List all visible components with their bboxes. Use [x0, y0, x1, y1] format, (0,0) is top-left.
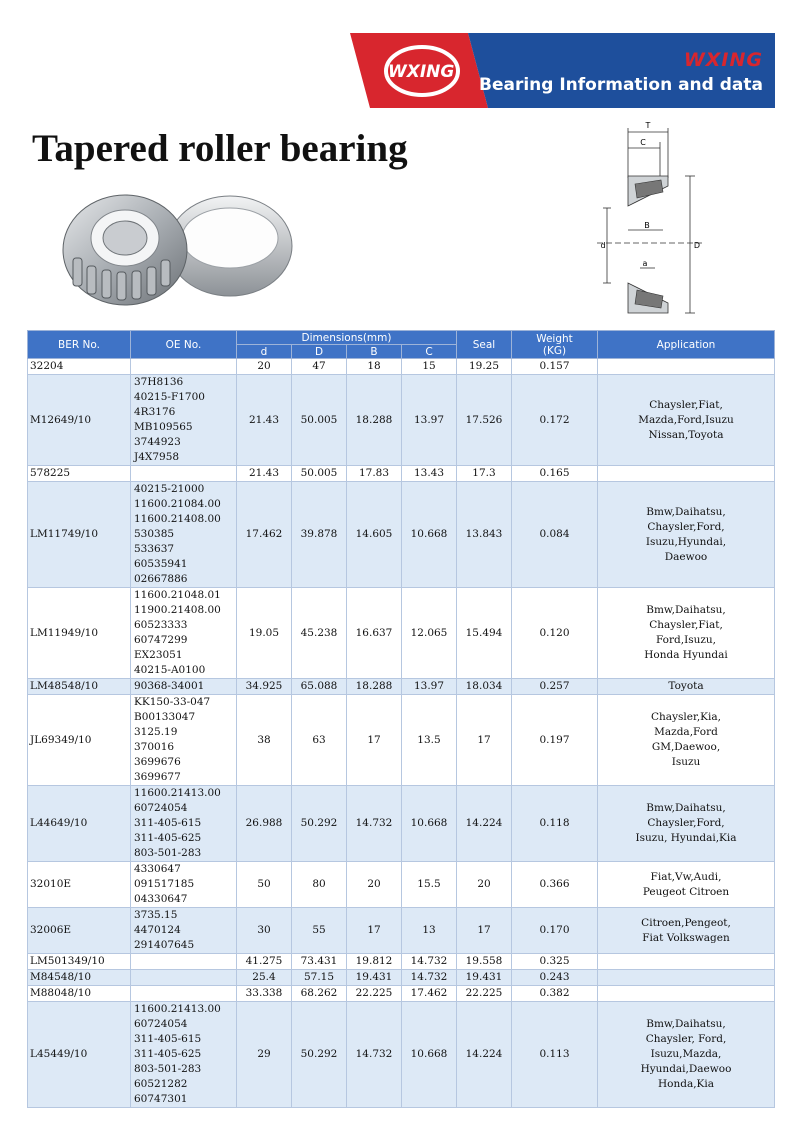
cell-D: 45.238 [292, 588, 347, 679]
cell-oe [131, 970, 237, 986]
cell-ber: LM11749/10 [28, 482, 131, 588]
cell-oe [131, 986, 237, 1002]
cell-C: 15 [402, 359, 457, 375]
cell-d: 20 [237, 359, 292, 375]
diagram-label-d: d [600, 241, 606, 250]
header-dim-d: d [237, 345, 292, 359]
cell-seal: 17.3 [457, 466, 512, 482]
bearing-diagram [595, 118, 705, 323]
diagram-label-T: T [645, 121, 651, 130]
cell-app: Chaysler,Fiat, Mazda,Ford,Isuzu Nissan,Toyota [598, 375, 775, 466]
cell-app [598, 466, 775, 482]
table-row [28, 695, 775, 786]
cell-ber: LM48548/10 [28, 679, 131, 695]
header-banner [350, 33, 775, 108]
cell-ber: LM501349/10 [28, 954, 131, 970]
cell-B: 17 [347, 908, 402, 954]
cell-D: 57.15 [292, 970, 347, 986]
banner-subtitle: Bearing Information and data [479, 75, 763, 95]
cell-B: 14.732 [347, 1002, 402, 1108]
cell-app: Chaysler,Kia, Mazda,Ford GM,Daewoo, Isuzu [598, 695, 775, 786]
cell-C: 10.668 [402, 1002, 457, 1108]
cell-D: 50.292 [292, 1002, 347, 1108]
cell-ber: L44649/10 [28, 786, 131, 862]
cell-app [598, 359, 775, 375]
table-row [28, 359, 775, 375]
header-seal: Seal [457, 331, 512, 359]
table-row [28, 482, 775, 588]
cell-weight: 0.243 [512, 970, 598, 986]
cell-oe: 40215-21000 11600.21084.00 11600.21408.00 530385 533637 60535941 02667886 [131, 482, 237, 588]
diagram-label-a: a [642, 259, 648, 268]
cell-seal: 17 [457, 695, 512, 786]
cell-C: 10.668 [402, 482, 457, 588]
header-application: Application [598, 331, 775, 359]
cell-app: Bmw,Daihatsu, Chaysler,Fiat, Ford,Isuzu, Honda Hyundai [598, 588, 775, 679]
cell-seal: 19.431 [457, 970, 512, 986]
header-dim-C: C [402, 345, 457, 359]
table-row [28, 954, 775, 970]
cell-D: 80 [292, 862, 347, 908]
header-dim-D: D [292, 345, 347, 359]
cell-C: 13.97 [402, 375, 457, 466]
cell-app [598, 970, 775, 986]
cell-oe [131, 466, 237, 482]
cell-ber: M12649/10 [28, 375, 131, 466]
cell-B: 18.288 [347, 679, 402, 695]
cell-d: 38 [237, 695, 292, 786]
cell-C: 14.732 [402, 954, 457, 970]
cell-oe [131, 359, 237, 375]
cell-C: 12.065 [402, 588, 457, 679]
cell-oe: KK150-33-047 B00133047 3125.19 370016 3699676 3699677 [131, 695, 237, 786]
cell-d: 25.4 [237, 970, 292, 986]
table-body [28, 359, 775, 1108]
cell-ber: LM11949/10 [28, 588, 131, 679]
cell-B: 17.83 [347, 466, 402, 482]
diagram-label-D: D [693, 241, 701, 250]
bearing-photo [55, 178, 295, 313]
cell-d: 19.05 [237, 588, 292, 679]
cell-D: 73.431 [292, 954, 347, 970]
cell-app: Fiat,Vw,Audi, Peugeot Citroen [598, 862, 775, 908]
cell-D: 39.878 [292, 482, 347, 588]
cell-oe: 4330647 091517185 04330647 [131, 862, 237, 908]
cell-weight: 0.172 [512, 375, 598, 466]
brand-name: WXING [683, 49, 763, 71]
cell-C: 17.462 [402, 986, 457, 1002]
cell-weight: 0.157 [512, 359, 598, 375]
cell-weight: 0.257 [512, 679, 598, 695]
cell-B: 17 [347, 695, 402, 786]
header-dim-B: B [347, 345, 402, 359]
bearing-table [27, 330, 775, 1108]
cell-weight: 0.084 [512, 482, 598, 588]
cell-weight: 0.120 [512, 588, 598, 679]
table-row [28, 786, 775, 862]
cell-B: 14.605 [347, 482, 402, 588]
cell-weight: 0.170 [512, 908, 598, 954]
cell-oe: 3735.15 4470124 291407645 [131, 908, 237, 954]
cell-D: 63 [292, 695, 347, 786]
header-ber-no: BER No. [28, 331, 131, 359]
cell-ber: 578225 [28, 466, 131, 482]
diagram-label-C: C [640, 138, 646, 147]
cell-ber: JL69349/10 [28, 695, 131, 786]
table-row [28, 679, 775, 695]
cell-oe [131, 954, 237, 970]
cell-seal: 13.843 [457, 482, 512, 588]
cell-seal: 22.225 [457, 986, 512, 1002]
logo-text: WXING [388, 62, 455, 82]
cell-app: Bmw,Daihatsu, Chaysler, Ford, Isuzu,Mazda, Hyundai,Daewoo Honda,Kia [598, 1002, 775, 1108]
cell-d: 26.988 [237, 786, 292, 862]
cell-seal: 14.224 [457, 1002, 512, 1108]
cell-d: 50 [237, 862, 292, 908]
cell-seal: 18.034 [457, 679, 512, 695]
cell-ber: M88048/10 [28, 986, 131, 1002]
cell-oe: 11600.21413.00 60724054 311-405-615 311-405-625 803-501-283 60521282 60747301 [131, 1002, 237, 1108]
cell-B: 18.288 [347, 375, 402, 466]
cell-app: Toyota [598, 679, 775, 695]
cell-weight: 0.118 [512, 786, 598, 862]
cell-oe: 90368-34001 [131, 679, 237, 695]
cell-B: 19.431 [347, 970, 402, 986]
cell-seal: 14.224 [457, 786, 512, 862]
cell-app [598, 986, 775, 1002]
cell-app [598, 954, 775, 970]
cell-C: 14.732 [402, 970, 457, 986]
table-row [28, 862, 775, 908]
cell-d: 30 [237, 908, 292, 954]
cell-d: 41.275 [237, 954, 292, 970]
cell-D: 50.005 [292, 375, 347, 466]
cell-D: 50.292 [292, 786, 347, 862]
cell-B: 20 [347, 862, 402, 908]
cell-B: 16.637 [347, 588, 402, 679]
cell-ber: 32010E [28, 862, 131, 908]
cell-D: 47 [292, 359, 347, 375]
cell-D: 50.005 [292, 466, 347, 482]
cell-seal: 20 [457, 862, 512, 908]
table-row [28, 466, 775, 482]
cell-d: 29 [237, 1002, 292, 1108]
cell-weight: 0.197 [512, 695, 598, 786]
cell-B: 22.225 [347, 986, 402, 1002]
cell-seal: 19.25 [457, 359, 512, 375]
table-row [28, 908, 775, 954]
cell-d: 21.43 [237, 375, 292, 466]
diagram-label-B: B [644, 221, 650, 230]
table-row [28, 588, 775, 679]
cell-d: 17.462 [237, 482, 292, 588]
cell-seal: 19.558 [457, 954, 512, 970]
cell-oe: 11600.21048.01 11900.21408.00 60523333 60747299 EX23051 40215-A0100 [131, 588, 237, 679]
cell-ber: L45449/10 [28, 1002, 131, 1108]
page-title: Tapered roller bearing [32, 127, 408, 170]
cell-app: Bmw,Daihatsu, Chaysler,Ford, Isuzu,Hyundai, Daewoo [598, 482, 775, 588]
header-dimensions: Dimensions(mm) [237, 331, 457, 345]
cell-D: 65.088 [292, 679, 347, 695]
table-row [28, 986, 775, 1002]
cell-d: 21.43 [237, 466, 292, 482]
cell-C: 13 [402, 908, 457, 954]
cell-weight: 0.165 [512, 466, 598, 482]
cell-C: 13.43 [402, 466, 457, 482]
cell-D: 55 [292, 908, 347, 954]
header-weight: Weight (KG) [512, 331, 598, 359]
cell-C: 10.668 [402, 786, 457, 862]
cell-ber: 32006E [28, 908, 131, 954]
cell-app: Citroen,Pengeot, Fiat Volkswagen [598, 908, 775, 954]
cell-oe: 11600.21413.00 60724054 311-405-615 311-405-625 803-501-283 [131, 786, 237, 862]
cell-seal: 15.494 [457, 588, 512, 679]
cell-B: 19.812 [347, 954, 402, 970]
cell-d: 34.925 [237, 679, 292, 695]
cell-seal: 17 [457, 908, 512, 954]
cell-app: Bmw,Daihatsu, Chaysler,Ford, Isuzu, Hyundai,Kia [598, 786, 775, 862]
cell-D: 68.262 [292, 986, 347, 1002]
cell-B: 18 [347, 359, 402, 375]
cell-d: 33.338 [237, 986, 292, 1002]
cell-weight: 0.366 [512, 862, 598, 908]
cell-ber: M84548/10 [28, 970, 131, 986]
cell-weight: 0.113 [512, 1002, 598, 1108]
cell-C: 13.97 [402, 679, 457, 695]
cell-weight: 0.382 [512, 986, 598, 1002]
table-row [28, 1002, 775, 1108]
cell-weight: 0.325 [512, 954, 598, 970]
header-oe-no: OE No. [131, 331, 237, 359]
table-row [28, 970, 775, 986]
cell-oe: 37H8136 40215-F1700 4R3176 MB109565 3744923 J4X7958 [131, 375, 237, 466]
table-row [28, 375, 775, 466]
cell-C: 15.5 [402, 862, 457, 908]
cell-seal: 17.526 [457, 375, 512, 466]
cell-B: 14.732 [347, 786, 402, 862]
cell-C: 13.5 [402, 695, 457, 786]
cell-ber: 32204 [28, 359, 131, 375]
